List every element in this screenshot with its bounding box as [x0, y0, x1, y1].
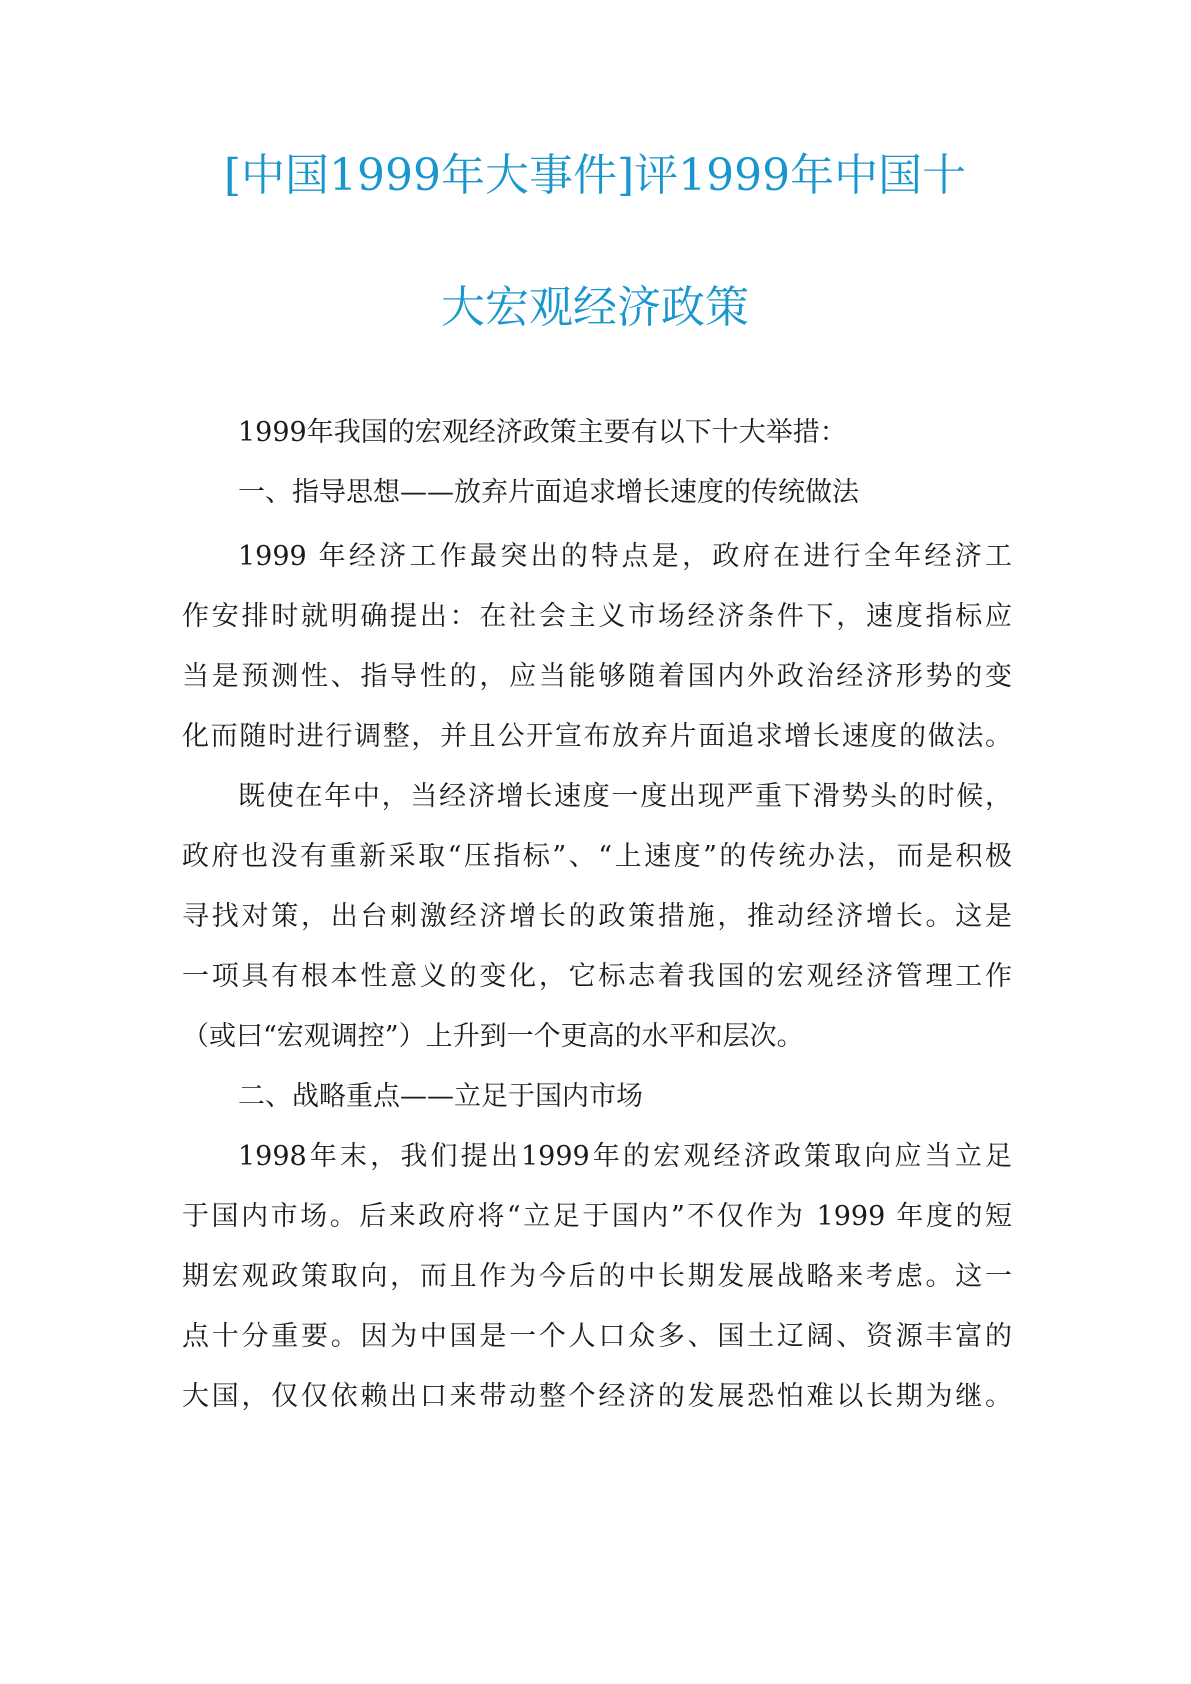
document-title-line-1: [中国1999年大事件]评1999年中国十	[223, 150, 967, 201]
section-heading-2: 二、战略重点——立足于国内市场	[238, 1081, 643, 1112]
paragraph-line: （或曰“宏观调控”）上升到一个更高的水平和层次。	[182, 1021, 804, 1052]
paragraph-line: 一项具有根本性意义的变化，它标志着我国的宏观经济管理工作	[182, 961, 1012, 992]
paragraph-line: 1998年末，我们提出1999年的宏观经济政策取向应当立足	[238, 1141, 1012, 1172]
section-heading-1: 一、指导思想——放弃片面追求增长速度的传统做法	[238, 477, 859, 508]
paragraph-line: 作安排时就明确提出：在社会主义市场经济条件下，速度指标应	[182, 601, 1012, 632]
paragraph-line: 期宏观政策取向，而且作为今后的中长期发展战略来考虑。这一	[182, 1261, 1012, 1292]
paragraph-line: 寻找对策，出台刺激经济增长的政策措施，推动经济增长。这是	[182, 901, 1012, 932]
paragraph-line: 政府也没有重新采取“压指标”、“上速度”的传统办法，而是积极	[182, 841, 1012, 872]
paragraph-line: 化而随时进行调整，并且公开宣布放弃片面追求增长速度的做法。	[182, 721, 1012, 752]
paragraph-line: 于国内市场。后来政府将“立足于国内”不仅作为 1999 年度的短	[182, 1201, 1012, 1232]
document-title-line-2: 大宏观经济政策	[441, 282, 749, 333]
paragraph-line: 既使在年中，当经济增长速度一度出现严重下滑势头的时候，	[238, 781, 1012, 812]
paragraph-line: 1999 年经济工作最突出的特点是，政府在进行全年经济工	[238, 541, 1012, 572]
paragraph-line: 当是预测性、指导性的，应当能够随着国内外政治经济形势的变	[182, 661, 1012, 692]
paragraph-line: 大国，仅仅依赖出口来带动整个经济的发展恐怕难以长期为继。	[182, 1381, 1012, 1412]
paragraph-line: 点十分重要。因为中国是一个人口众多、国土辽阔、资源丰富的	[182, 1321, 1012, 1352]
paragraph-intro: 1999年我国的宏观经济政策主要有以下十大举措：	[238, 417, 847, 448]
